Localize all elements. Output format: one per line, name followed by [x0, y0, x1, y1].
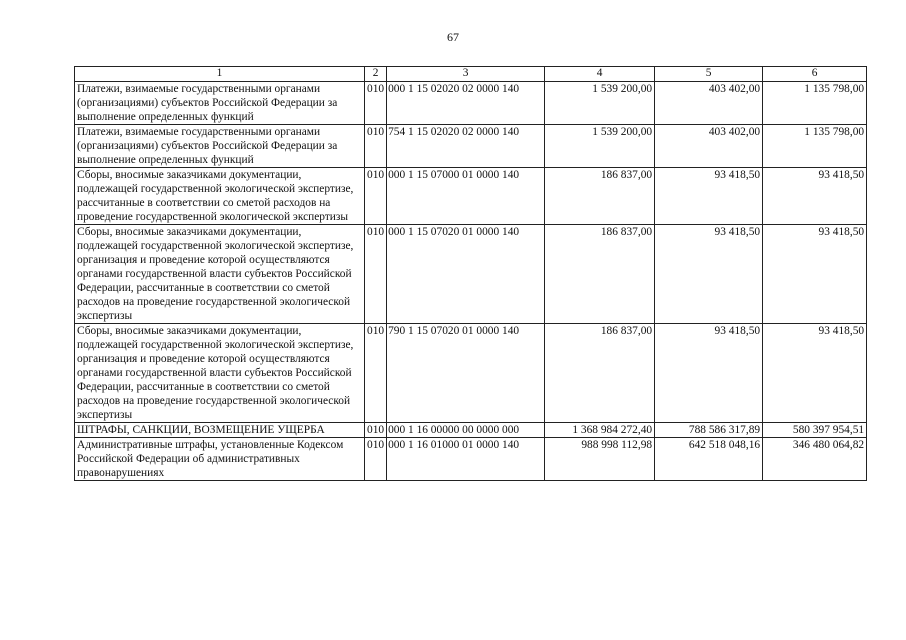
row-value-6: 1 135 798,00 — [763, 125, 867, 168]
row-value-6: 580 397 954,51 — [763, 423, 867, 438]
row-value-5: 93 418,50 — [655, 324, 763, 423]
row-budget-code: 000 1 15 07020 01 0000 140 — [387, 225, 545, 324]
table-row — [75, 82, 867, 125]
row-name: Сборы, вносимые заказчиками документации, подлежащей государственной экологической экспертизе, рассчитанные в соответствии со сметой расходов на проведение государственной экологической экспертизы — [75, 168, 365, 225]
table-row — [75, 225, 867, 324]
row-value-4: 1 368 984 272,40 — [545, 423, 655, 438]
row-value-5: 642 518 048,16 — [655, 438, 763, 481]
row-value-5: 93 418,50 — [655, 225, 763, 324]
row-value-5: 403 402,00 — [655, 125, 763, 168]
row-value-6: 93 418,50 — [763, 225, 867, 324]
table-row — [75, 423, 867, 438]
row-budget-code: 790 1 15 07020 01 0000 140 — [387, 324, 545, 423]
row-name: Платежи, взимаемые государственными органами (организациями) субъектов Российской Федерации за выполнение определенных функций — [75, 125, 365, 168]
row-value-4: 1 539 200,00 — [545, 125, 655, 168]
row-line-code: 010 — [365, 225, 387, 324]
row-value-4: 186 837,00 — [545, 168, 655, 225]
row-name: Сборы, вносимые заказчиками документации, подлежащей государственной экологической экспертизе, организация и проведение которой осуществляются органами государственной власти субъектов Российской Федерации, рассчитанные в соответствии со сметой расходов на проведение государственной экологической экспертизы — [75, 324, 365, 423]
table-row — [75, 324, 867, 423]
table-row — [75, 125, 867, 168]
header-row — [75, 67, 867, 82]
budget-table — [74, 66, 867, 481]
header-col-1: 1 — [75, 67, 365, 82]
row-line-code: 010 — [365, 82, 387, 125]
row-value-6: 346 480 064,82 — [763, 438, 867, 481]
row-value-4: 186 837,00 — [545, 225, 655, 324]
row-budget-code: 000 1 15 02020 02 0000 140 — [387, 82, 545, 125]
row-name: ШТРАФЫ, САНКЦИИ, ВОЗМЕЩЕНИЕ УЩЕРБА — [75, 423, 365, 438]
row-value-4: 1 539 200,00 — [545, 82, 655, 125]
table-row — [75, 168, 867, 225]
row-line-code: 010 — [365, 324, 387, 423]
row-value-4: 186 837,00 — [545, 324, 655, 423]
row-name: Платежи, взимаемые государственными органами (организациями) субъектов Российской Федерации за выполнение определенных функций — [75, 82, 365, 125]
row-budget-code: 754 1 15 02020 02 0000 140 — [387, 125, 545, 168]
row-value-5: 93 418,50 — [655, 168, 763, 225]
row-value-5: 788 586 317,89 — [655, 423, 763, 438]
row-line-code: 010 — [365, 438, 387, 481]
table-row — [75, 438, 867, 481]
row-name: Сборы, вносимые заказчиками документации, подлежащей государственной экологической экспертизе, организация и проведение которой осуществляются органами государственной власти субъектов Российской Федерации, рассчитанные в соответствии со сметой расходов на проведение государственной экологической экспертизы — [75, 225, 365, 324]
page-number: 67 — [447, 30, 459, 44]
row-line-code: 010 — [365, 168, 387, 225]
header-col-4: 4 — [545, 67, 655, 82]
row-value-6: 1 135 798,00 — [763, 82, 867, 125]
row-line-code: 010 — [365, 125, 387, 168]
row-value-5: 403 402,00 — [655, 82, 763, 125]
row-budget-code: 000 1 15 07000 01 0000 140 — [387, 168, 545, 225]
header-col-5: 5 — [655, 67, 763, 82]
row-value-6: 93 418,50 — [763, 324, 867, 423]
header-col-3: 3 — [387, 67, 545, 82]
header-col-2: 2 — [365, 67, 387, 82]
row-line-code: 010 — [365, 423, 387, 438]
row-value-6: 93 418,50 — [763, 168, 867, 225]
header-col-6: 6 — [763, 67, 867, 82]
row-name: Административные штрафы, установленные Кодексом Российской Федерации об административных правонарушениях — [75, 438, 365, 481]
row-budget-code: 000 1 16 01000 01 0000 140 — [387, 438, 545, 481]
row-value-4: 988 998 112,98 — [545, 438, 655, 481]
row-budget-code: 000 1 16 00000 00 0000 000 — [387, 423, 545, 438]
